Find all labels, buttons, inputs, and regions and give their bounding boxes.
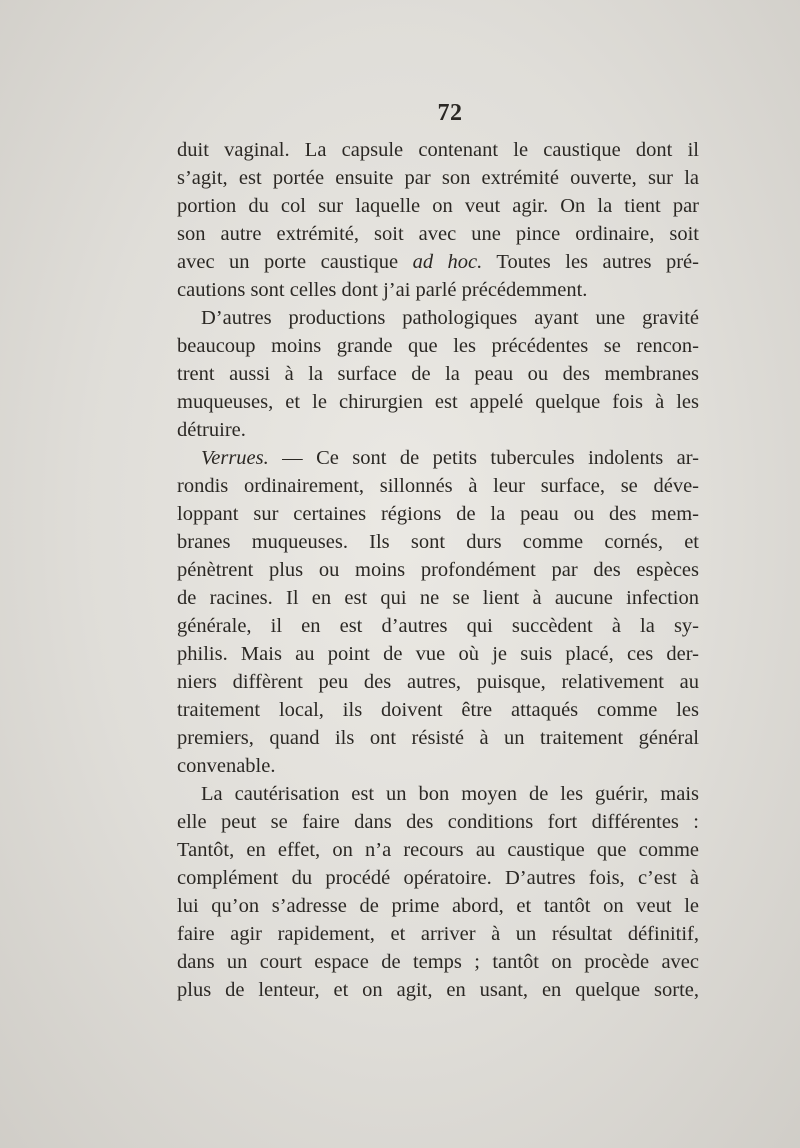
text-line [177,444,699,472]
text-span: s’agit, est portée ensuite par son extrémité ouverte, sur la [177,167,699,189]
text-span: duit vaginal. La capsule contenant le caustique dont il [177,139,699,161]
text-span: philis. Mais au point de vue où je suis placé, ces der- [177,643,699,665]
text-line [177,528,699,556]
text-span: — Ce sont de petits tubercules indolents ar- [268,447,699,469]
text-line [177,556,699,584]
text-span: Toutes les autres pré- [482,251,699,273]
text-line [177,668,699,696]
text-span: de racines. Il en est qui ne se lient à aucune infection [177,587,699,609]
text-line [177,220,699,248]
text-line [177,332,699,360]
text-line [177,808,699,836]
text-span: détruire. [177,419,246,441]
page-number: 72 [437,100,463,126]
text-span: La cautérisation est un bon moyen de les guérir, mais [201,783,699,805]
text-span: lui qu’on s’adresse de prime abord, et tantôt on veut le [177,895,699,917]
body-text [177,136,699,1004]
text-line [177,948,699,976]
text-span: traitement local, ils doivent être attaqués comme les [177,699,699,721]
text-span: Tantôt, en effet, on n’a recours au caustique que comme [177,839,699,861]
text-span: dans un court espace de temps ; tantôt on procède avec [177,951,699,973]
text-line [177,136,699,164]
text-span: son autre extrémité, soit avec une pince ordinaire, soit [177,223,699,245]
text-line [177,192,699,220]
text-span: beaucoup moins grande que les précédentes se rencon- [177,335,699,357]
text-span: faire agir rapidement, et arriver à un résultat définitif, [177,923,699,945]
text-line [177,472,699,500]
text-span: muqueuses, et le chirurgien est appelé quelque fois à les [177,391,699,413]
text-line [177,304,699,332]
text-span: D’autres productions pathologiques ayant une gravité [201,307,699,329]
text-line [177,724,699,752]
text-span: premiers, quand ils ont résisté à un traitement général [177,727,699,749]
text-line [177,920,699,948]
text-line [177,388,699,416]
text-span: portion du col sur laquelle on veut agir. On la tient par [177,195,699,217]
text-span: générale, il en est d’autres qui succèdent à la sy- [177,615,699,637]
text-line [177,696,699,724]
italic-span: Verrues. [201,447,269,469]
text-line [177,976,699,1004]
text-span: elle peut se faire dans des conditions fort différentes : [177,811,699,833]
text-span: rondis ordinairement, sillonnés à leur surface, se déve- [177,475,699,497]
text-line [177,612,699,640]
text-line [177,248,699,276]
text-span: niers diffèrent peu des autres, puisque, relativement au [177,671,699,693]
text-line [177,500,699,528]
text-line [177,584,699,612]
text-line [177,360,699,388]
text-line [177,752,699,780]
text-span: complément du procédé opératoire. D’autres fois, c’est à [177,867,699,889]
text-line [177,836,699,864]
text-line [177,640,699,668]
text-line [177,864,699,892]
text-span: convenable. [177,755,276,777]
text-line [177,892,699,920]
text-line [177,164,699,192]
text-span: trent aussi à la surface de la peau ou des membranes [177,363,699,385]
text-span: pénètrent plus ou moins profondément par des espèces [177,559,699,581]
text-span: plus de lenteur, et on agit, en usant, en quelque sorte, [177,979,699,1001]
text-span: cautions sont celles dont j’ai parlé précédemment. [177,279,588,301]
text-line [177,780,699,808]
text-span: branes muqueuses. Ils sont durs comme cornés, et [177,531,699,553]
text-line [177,276,699,304]
italic-span: ad hoc. [412,251,483,273]
text-line [177,416,699,444]
text-span: loppant sur certaines régions de la peau ou des mem- [177,503,699,525]
text-span: avec un porte caustique [177,251,413,273]
